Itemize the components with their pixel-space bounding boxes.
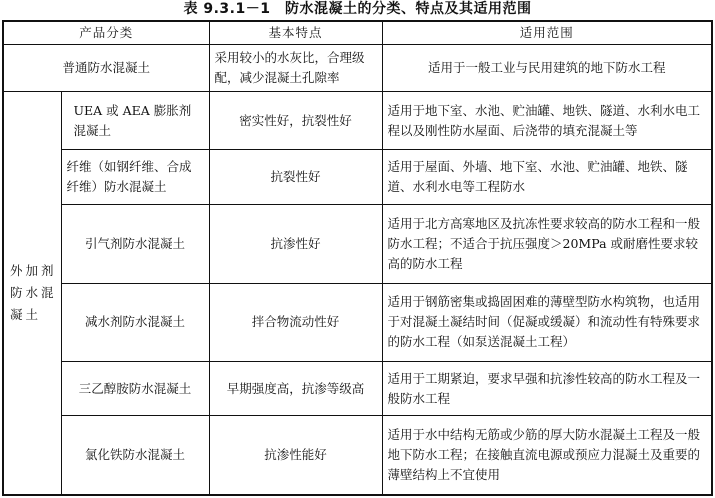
row-features: 密实性好，抗裂性好	[209, 92, 382, 150]
table-row	[3, 361, 712, 415]
row-scope: 适用于钢筋密集或捣固困难的薄壁型防水构筑物，也适用于对混凝土凝结时间（促凝或缓凝）和流动性有特殊要求的防水工程（如泵送混凝土工程）	[382, 283, 712, 361]
row-features: 采用较小的水灰比，合理级配，减少混凝土孔隙率	[209, 45, 382, 92]
table-row	[3, 92, 712, 150]
row-features: 抗裂性好	[209, 150, 382, 204]
row-scope: 适用于地下室、水池、贮油罐、地铁、隧道、水利水电工程以及刚性防水屋面、后浇带的填充混凝土等	[382, 92, 712, 150]
row-category: 纤维（如钢纤维、合成纤维）防水混凝土	[61, 150, 209, 204]
row-category: 普通防水混凝土	[3, 45, 209, 92]
row-features: 拌合物流动性好	[209, 283, 382, 361]
table-row	[3, 204, 712, 283]
row-category: 减水剂防水混凝土	[61, 283, 209, 361]
table-row	[3, 416, 712, 495]
row-scope: 适用于工期紧迫，要求早强和抗渗性较高的防水工程及一般防水工程	[382, 361, 712, 415]
row-features: 早期强度高，抗渗等级高	[209, 361, 382, 415]
row-features: 抗渗性能好	[209, 416, 382, 495]
row-category: 氯化铁防水混凝土	[61, 416, 209, 495]
admixture-group-label: 外加剂防水混凝土	[3, 92, 61, 495]
row-category: 三乙醇胺防水混凝土	[61, 361, 209, 415]
header-category: 产品分类	[3, 21, 209, 45]
row-scope: 适用于一般工业与民用建筑的地下防水工程	[382, 45, 712, 92]
row-scope: 适用于北方高寒地区及抗冻性要求较高的防水工程和一般防水工程；不适合于抗压强度＞20MPa 或耐磨性要求较高的防水工程	[382, 204, 712, 283]
row-category: UEA 或 AEA 膨胀剂混凝土	[61, 92, 209, 150]
header-features: 基本特点	[209, 21, 382, 45]
row-features: 抗渗性好	[209, 204, 382, 283]
row-scope: 适用于水中结构无筋或少筋的厚大防水混凝土工程及一般地下防水工程；在接触直流电源或预应力混凝土及重要的薄壁结构上不宜使用	[382, 416, 712, 495]
table-row	[3, 45, 712, 92]
waterproof-concrete-table	[2, 20, 713, 496]
row-scope: 适用于屋面、外墙、地下室、水池、贮油罐、地铁、隧道、水利水电等工程防水	[382, 150, 712, 204]
table-row	[3, 283, 712, 361]
table-title: 表 9.3.1－1 防水混凝土的分类、特点及其适用范围	[183, 1, 532, 17]
header-scope: 适用范围	[382, 21, 712, 45]
header-row	[3, 21, 712, 45]
row-category: 引气剂防水混凝土	[61, 204, 209, 283]
table-row	[3, 150, 712, 204]
